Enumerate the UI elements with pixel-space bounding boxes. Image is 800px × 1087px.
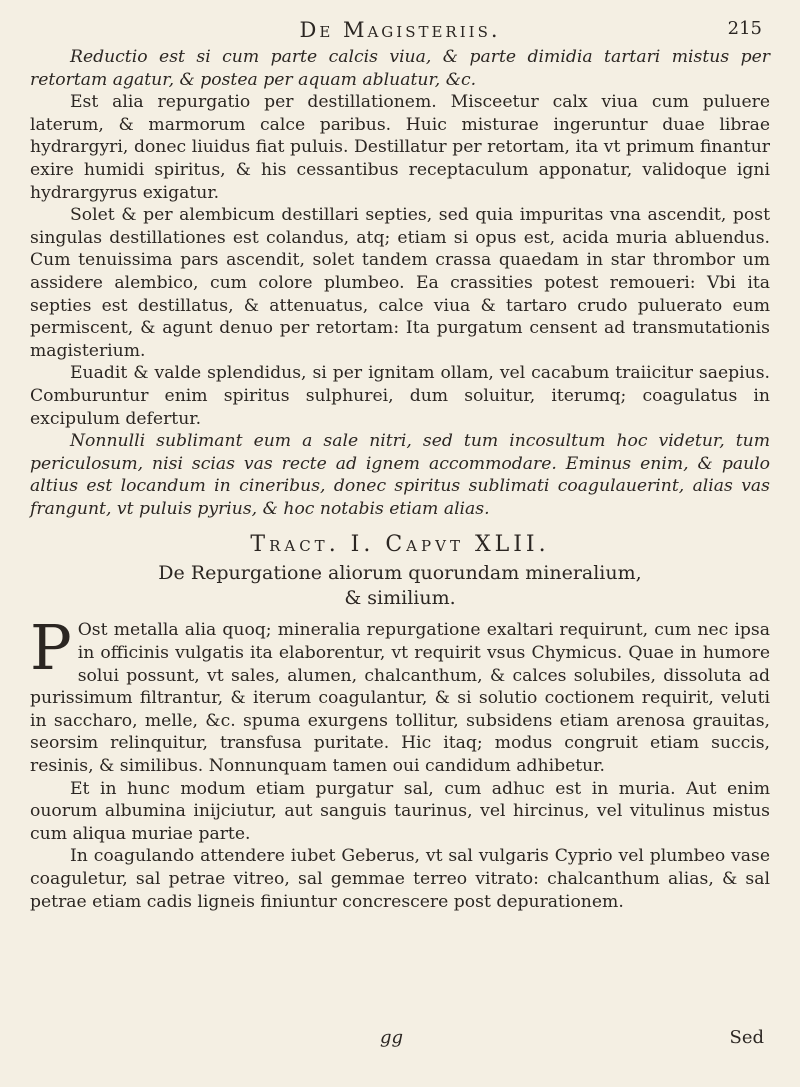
page-number: 215 bbox=[727, 18, 762, 39]
running-title: De Magisteriis. bbox=[299, 18, 501, 42]
page-footer bbox=[0, 1027, 800, 1067]
signature-mark: gg bbox=[380, 1027, 404, 1048]
running-header bbox=[30, 12, 770, 46]
paragraph-1: Est alia repurgatio per destillationem. Misceetur calx viua cum puluere laterum, & marmorum calce paribus. Huic misturae ingeruntur duae librae hydrargyri, donec liuidus fiat puluis. Destillatur per retortam, ita vt primum finantur exire humidi spiritus, & his cessantibus receptaculum apponatur, validoque igni hydrargyrus exigatur. bbox=[30, 92, 770, 203]
chapter-subtitle bbox=[30, 561, 770, 611]
body-paragraph-1-text: Ost metalla alia quoq; mineralia repurgatione exaltari requirunt, cum nec ipsa in officinis vulgatis ita elaborentur, vt requirit vsus Chymicus. Quae in humore solui possunt, vt sales, alumen, chalcanthum, & calces solubiles, dissoluta ad purissimum filtrantur, & iterum coagulantur, & si solutio coctionem requirit, veluti in saccharo, melle, &c. spuma exurgens tollitur, subsidens etiam arenosa grauitas, seorsim relinquitur, transfusa puritate. Hic itaq; modus congruit etiam succis, resinis, & similibus. Nonnunquam tamen oui candidum adhibetur. bbox=[30, 620, 770, 777]
body-paragraph-1 bbox=[30, 611, 770, 777]
section-heading: Reductio est si cum parte calcis viua, & parte dimidia tartari mistus per retortam agatur, & postea per aquam abluatur, &c. bbox=[30, 47, 770, 90]
chapter-title: Tract. I. Capvt XLII. bbox=[250, 532, 550, 558]
chapter-subtitle-line-2: & similium. bbox=[344, 587, 456, 610]
paragraph-2: Solet & per alembicum destillari septies, sed quia impuritas vna ascendit, post singulas destillationes est colandus, atq; etiam si opus est, acida muria abluendus. Cum tenuissima pars ascendit, solet tandem crassa quaedam in star thrombor um assidere alembico, cum colore plumbeo. Ea crassities potest remoueri: Vbi ita septies est destillatus, & attenuatus, calce viua & tartaro crudo puluerato eum permiscent, & agunt denuo per retortam: Ita purgatum censent ad transmutationis magisterium. bbox=[30, 205, 770, 361]
chapter-subtitle-line-1: De Repurgatione aliorum quorundam mineralium, bbox=[158, 562, 642, 585]
drop-cap: P bbox=[30, 611, 72, 685]
body-paragraph-2: Et in hunc modum etiam purgatur sal, cum adhuc est in muria. Aut enim ouorum albumina inijciutur, aut sanguis taurinus, vel hircinus, vel vitulinus mistus cum aliqua muriae parte. bbox=[30, 778, 770, 844]
catchword: Sed bbox=[729, 1027, 764, 1048]
paragraph-3: Euadit & valde splendidus, si per ignitam ollam, vel cacabum traiicitur saepius. Comburuntur enim spiritus sulphurei, dum soluitur, iterumq; coagulatus in excipulum defertur. bbox=[30, 363, 770, 429]
body-paragraph-3: In coagulando attendere iubet Geberus, vt sal vulgaris Cyprio vel plumbeo vase coaguletur, sal petrae vitreo, sal gemmae terreo vitrato: chalcanthum alias, & sal petrae etiam cadis ligneis finiuntur concrescere post depurationem. bbox=[30, 846, 770, 912]
paragraph-4: Nonnulli sublimant eum a sale nitri, sed tum incosultum hoc videtur, tum periculosum, nisi scias vas recte ad ignem accommodare. Eminus enim, & paulo altius est locandum in cineribus, donec spiritus sublimati coagulauerint, alias vas frangunt, vt puluis pyrius, & hoc notabis etiam alias. bbox=[30, 431, 770, 519]
